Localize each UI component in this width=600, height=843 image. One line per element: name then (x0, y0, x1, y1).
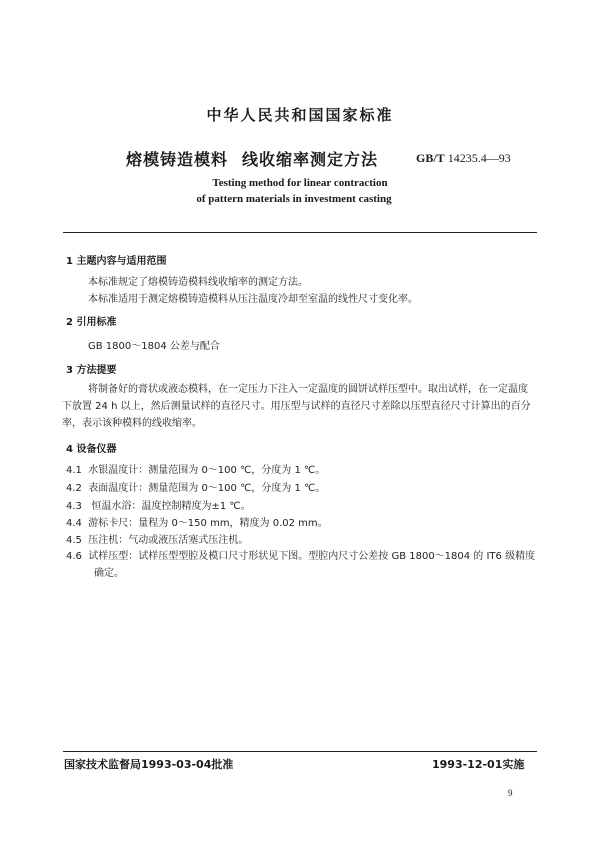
item-number: 4.1 (66, 465, 82, 476)
item-number: 4.6 (66, 551, 82, 562)
item-text: 试样压型：试样压型型腔及模口尺寸形状见下图。型腔内尺寸公差按 GB 1800～1804 的 IT6 级精度确定。 (88, 551, 536, 579)
section-2-heading: 2 引用标准 (66, 317, 117, 328)
header-divider (63, 232, 537, 233)
list-item (66, 497, 251, 512)
footer-divider (63, 751, 537, 752)
section-3-paragraph: 将制备好的膏状或液态模料，在一定压力下注入一定温度的圆饼试样压型中。取出试样，在一定温度下放置 24 h 以上，然后测量试样的直径尺寸。用压型与试样的直径尺寸差除以压型直径尺寸计算出的百分率，表示该种模料的线收缩率。 (62, 384, 531, 429)
implementation-date: 1993-12-01实施 (432, 758, 525, 771)
list-item (66, 514, 328, 529)
list-item (66, 479, 325, 494)
section-4-heading: 4 设备仪器 (66, 444, 117, 455)
list-item (66, 531, 248, 546)
item-text: 恒温水浴：温度控制精度为±1 ℃。 (91, 501, 251, 512)
item-number: 4.2 (66, 483, 82, 494)
document-title (126, 147, 378, 170)
item-number: 4.3 (66, 501, 82, 512)
section-2-para-1: GB 1800～1804 公差与配合 (88, 341, 220, 352)
approval-line: 国家技术监督局1993-03-04批准 (64, 758, 234, 771)
section-3-heading: 3 方法提要 (66, 365, 117, 376)
item-text: 水银温度计：测量范围为 0～100 ℃，分度为 1 ℃。 (88, 465, 326, 476)
item-number: 4.4 (66, 518, 82, 529)
item-text: 压注机：气动或液压活塞式压注机。 (88, 535, 249, 546)
standard-code: GB/T (416, 151, 445, 165)
list-item (66, 548, 538, 582)
item-number: 4.5 (66, 535, 82, 546)
list-item (66, 461, 325, 476)
issuing-authority: 中华人民共和国国家标准 (206, 106, 394, 124)
page-number: 9 (508, 788, 513, 798)
section-1-para-2: 本标准适用于测定熔模铸造模料从压注温度冷却至室温的线性尺寸变化率。 (88, 294, 418, 305)
title-part-2: 线收缩率测定方法 (242, 150, 379, 169)
section-1-para-1: 本标准规定了熔模铸造模料线收缩率的测定方法。 (88, 277, 308, 288)
item-text: 游标卡尺：量程为 0～150 mm，精度为 0.02 mm。 (88, 518, 328, 529)
standard-num: 14235.4—93 (447, 151, 511, 165)
english-title-line-2: of pattern materials in investment casting (196, 193, 392, 205)
standard-number (416, 151, 511, 166)
title-part-1: 熔模铸造模料 (126, 150, 229, 169)
item-text: 表面温度计：测量范围为 0～100 ℃，分度为 1 ℃。 (88, 483, 326, 494)
english-title-line-1: Testing method for linear contraction (212, 177, 388, 189)
section-1-heading: 1 主题内容与适用范围 (66, 256, 167, 267)
